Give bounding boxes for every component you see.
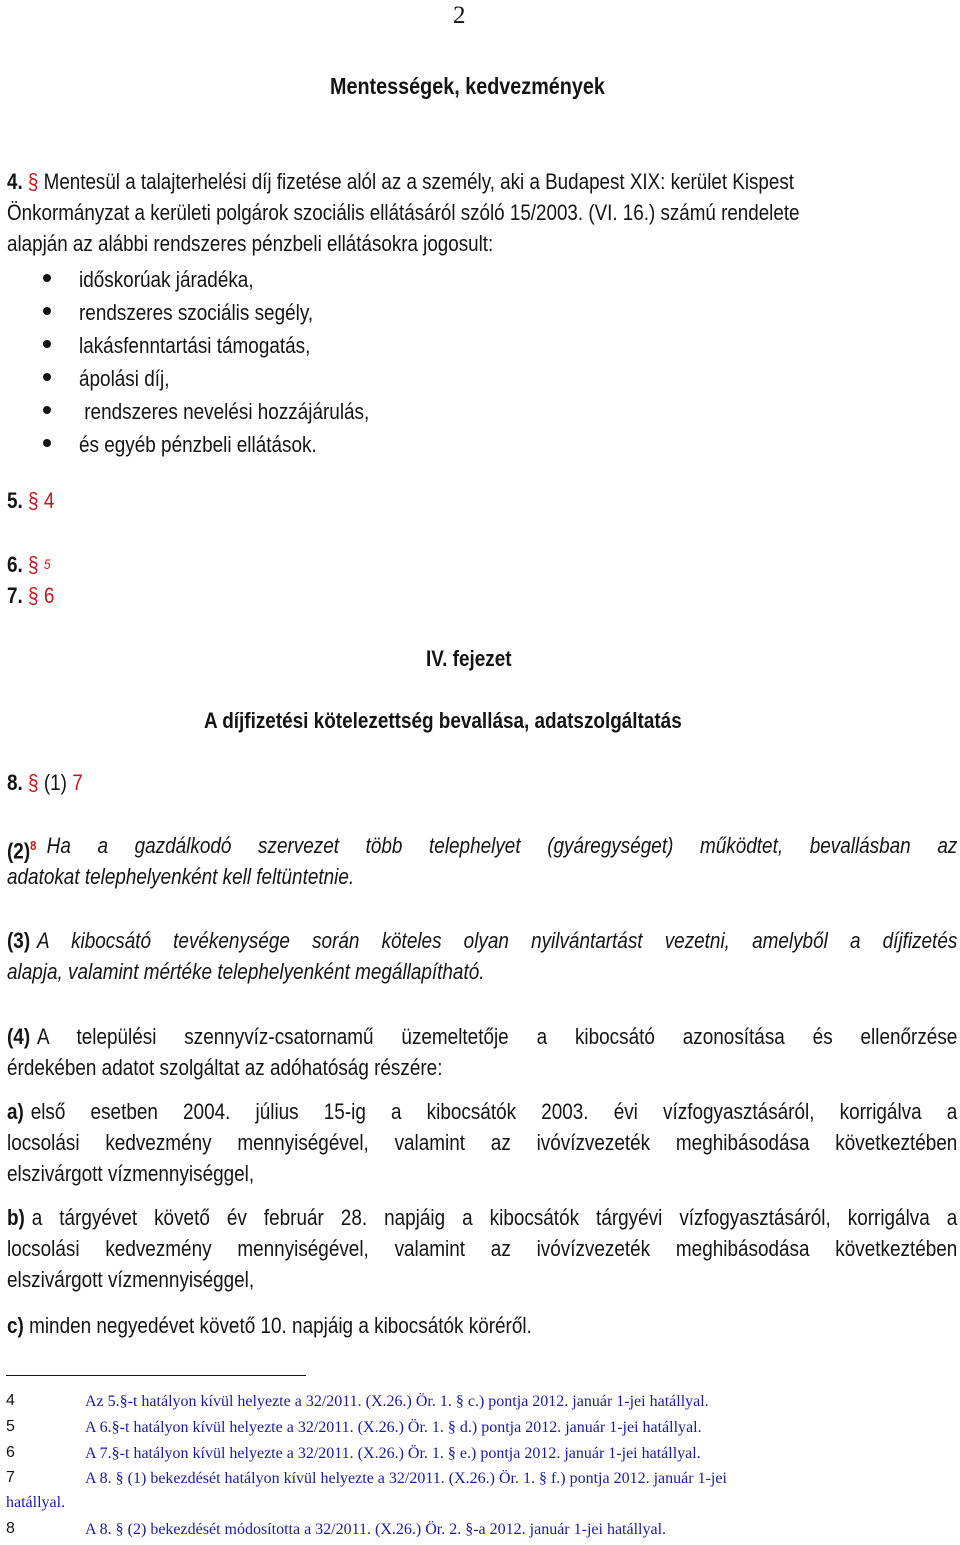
point-b-text-2: locsolási kedvezmény mennyiségével, valamint az ivóvízvezeték meghibásodása következtében [7, 1236, 958, 1261]
paragraph-5-number: 5. [7, 488, 23, 513]
paragraph-4-line-1 [7, 166, 794, 197]
bullet-icon [43, 340, 51, 348]
footnote-separator [6, 1375, 306, 1376]
subsection-4-label: (4) [7, 1024, 31, 1049]
footnote-text-continued: hatállyal. [6, 1494, 66, 1511]
paragraph-8 [7, 767, 83, 798]
point-a-line-1 [7, 1096, 957, 1127]
paragraph-6 [7, 549, 51, 580]
subsection-2-label: (2) [7, 838, 31, 864]
section-sign: § [27, 169, 39, 194]
point-a-text-2: locsolási kedvezmény mennyiségével, valamint az ivóvízvezeték meghibásodása következtében [7, 1130, 958, 1155]
page-number: 2 [453, 2, 466, 29]
paragraph-4-text-1: Mentesül a talajterhelési díj fizetése alól az a személy, aki a Budapest XIX: kerület Kispest [43, 169, 794, 194]
point-c [7, 1310, 532, 1341]
point-c-text-1: minden negyedévet követő 10. napjáig a kibocsátók köréről. [29, 1313, 532, 1338]
footnote-text: A 8. § (2) bekezdését módosította a 32/2011. (X.26.) Ör. 2. §-a 2012. január 1-jei hatállyal. [85, 1521, 667, 1538]
bullet-icon [43, 274, 51, 282]
paragraph-7-number: 7. [7, 583, 23, 608]
list-item: ápolási díj, [79, 366, 170, 391]
subsection-4-text-1: A települési szennyvíz-csatornamű üzemeltetője a kibocsátó azonosítása és ellenőrzése [37, 1024, 958, 1049]
point-a-text-3: elszivárgott vízmennyiséggel, [7, 1161, 255, 1186]
footnote-text: Az 5.§-t hatályon kívül helyezte a 32/2011. (X.26.) Ör. 1. § c.) pontja 2012. január 1-jei hatállyal. [85, 1393, 709, 1410]
section-sign: § [28, 552, 39, 577]
footnote-ref-6[interactable]: 6 [43, 583, 55, 608]
paragraph-5 [7, 485, 54, 516]
subsection-3-label: (3) [7, 928, 31, 953]
paragraph-8-number: 8. [7, 770, 23, 795]
footnote-text: A 7.§-t hatályon kívül helyezte a 32/2011. (X.26.) Ör. 1. § e.) pontja 2012. január 1-jei hatállyal. [85, 1445, 701, 1462]
footnote-text: A 6.§-t hatályon kívül helyezte a 32/2011. (X.26.) Ör. 1. § d.) pontja 2012. január 1-jei hatállyal. [85, 1419, 702, 1436]
footnote-number: 4 [6, 1392, 15, 1409]
section-title: Mentességek, kedvezmények [330, 73, 605, 99]
list-item: lakásfenntartási támogatás, [79, 333, 311, 358]
footnote-ref-7[interactable]: 7 [72, 770, 83, 795]
point-b-text-3: elszivárgott vízmennyiséggel, [7, 1267, 255, 1292]
paragraph-4-text-2: Önkormányzat a kerületi polgárok szociális ellátásáról szóló 15/2003. (VI. 16.) számú rendelete [7, 200, 800, 225]
section-sign: § [28, 488, 39, 513]
paragraph-6-number: 6. [7, 552, 23, 577]
paragraph-4-number: 4. [7, 169, 23, 194]
subsection-3-line-1 [7, 925, 957, 956]
subsection-1-label: (1) [43, 770, 67, 795]
footnote-number: 7 [6, 1469, 15, 1486]
footnote-number: 8 [6, 1520, 15, 1537]
section-sign: § [28, 770, 39, 795]
bullet-icon [43, 373, 51, 381]
footnote-ref-4[interactable]: 4 [43, 488, 55, 513]
list-item: rendszeres szociális segély, [79, 300, 314, 325]
subsection-2-text-1: Ha a gazdálkodó szervezet több telephelyet (gyáregységet) működtet, bevallásban az [46, 833, 958, 858]
subsection-4-line-1 [7, 1021, 957, 1052]
paragraph-7 [7, 580, 54, 611]
list-item: és egyéb pénzbeli ellátások. [79, 432, 317, 457]
footnote-ref-5[interactable]: 5 [43, 556, 51, 572]
footnote-text: A 8. § (1) bekezdését hatályon kívül helyezte a 32/2011. (X.26.) Ör. 1. § f.) pontja 2012. január 1-jei [85, 1470, 727, 1487]
bullet-icon [43, 406, 51, 414]
footnote-ref-8[interactable]: 8 [30, 838, 37, 853]
paragraph-4-text-3: alapján az alábbi rendszeres pénzbeli ellátásokra jogosult: [7, 231, 494, 256]
section-sign: § [28, 583, 39, 608]
chapter-title: A díjfizetési kötelezettség bevallása, adatszolgáltatás [204, 708, 682, 733]
point-a-label: a) [7, 1099, 24, 1124]
subsection-3-text-2: alapja, valamint mértéke telephelyenként megállapítható. [7, 959, 485, 984]
footnote-number: 5 [6, 1418, 15, 1435]
point-b-line-1 [7, 1202, 957, 1233]
footnote-number: 6 [6, 1444, 15, 1461]
subsection-2-text-2: adatokat telephelyenként kell feltüntetnie. [7, 864, 355, 889]
list-item: időskorúak járadéka, [79, 267, 254, 292]
point-a-text-1: első esetben 2004. július 15-ig a kibocsátók 2003. évi vízfogyasztásáról, korrigálva a [30, 1099, 958, 1124]
point-c-label: c) [7, 1313, 24, 1338]
chapter-number: IV. fejezet [426, 646, 512, 671]
bullet-icon [43, 439, 51, 447]
subsection-4-text-2: érdekében adatot szolgáltat az adóhatóság részére: [7, 1055, 443, 1080]
subsection-3-text-1: A kibocsátó tevékenysége során köteles olyan nyilvántartást vezetni, amelyből a díjfizetés [37, 928, 958, 953]
point-b-label: b) [7, 1205, 25, 1230]
point-b-text-1: a tárgyévet követő év február 28. napjáig a kibocsátók tárgyévi vízfogyasztásáról, korrigálva a [31, 1205, 958, 1230]
bullet-icon [43, 307, 51, 315]
list-item: rendszeres nevelési hozzájárulás, [79, 399, 370, 424]
